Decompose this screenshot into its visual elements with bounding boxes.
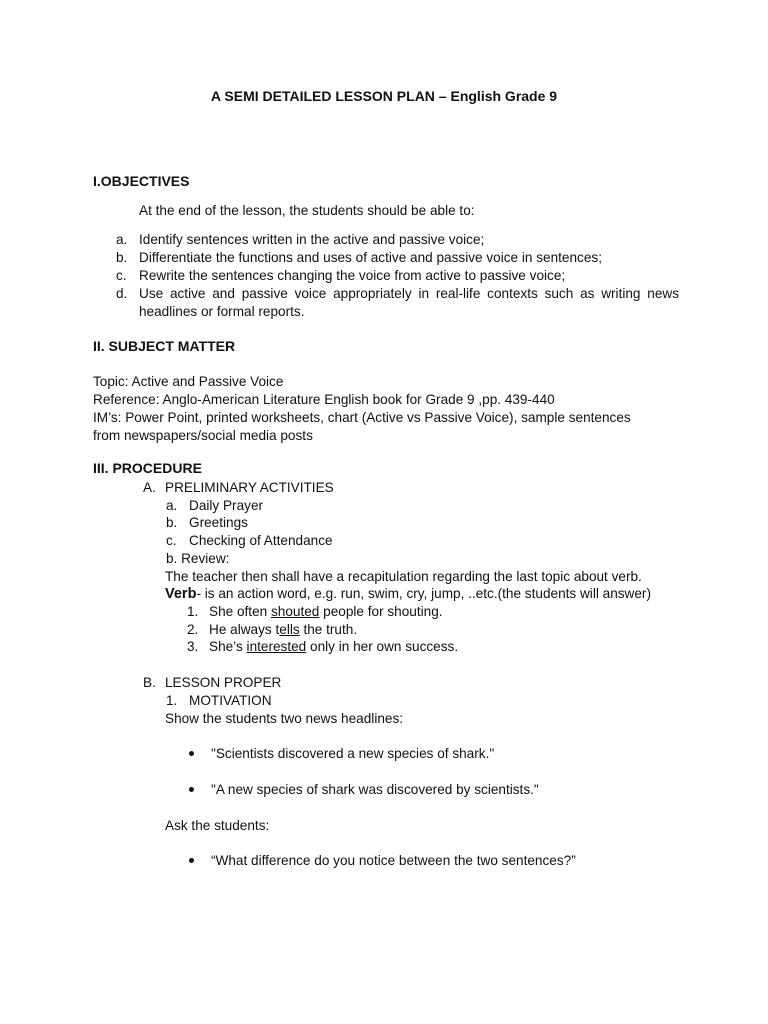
prelim-marker: a.	[166, 498, 178, 513]
prelim-item: Daily Prayer	[189, 498, 264, 513]
topic-line: Topic: Active and Passive Voice	[93, 374, 284, 389]
objective-item: Identify sentences written in the active and passive voice;	[139, 232, 485, 247]
review-label: b. Review:	[166, 551, 230, 566]
recap-line: The teacher then shall have a recapitulation regarding the last topic about verb.	[165, 569, 642, 584]
example-marker: 1.	[187, 604, 199, 619]
motivation-label: MOTIVATION	[189, 693, 272, 708]
headline-active: "Scientists discovered a new species of shark."	[211, 746, 495, 761]
objective-item: Differentiate the functions and uses of active and passive voice in sentences;	[139, 250, 602, 265]
procedure-heading: III. PROCEDURE	[93, 460, 202, 476]
verb-word: Verb	[165, 586, 197, 602]
example-sentence: She’s interested only in her own success.	[209, 639, 459, 654]
objective-marker: a.	[116, 232, 128, 247]
bullet-icon	[189, 787, 194, 792]
objective-marker: d.	[116, 286, 128, 301]
objectives-heading: I.OBJECTIVES	[93, 173, 190, 189]
reference-line: Reference: Anglo-American Literature English book for Grade 9 ,pp. 439-440	[93, 392, 555, 407]
ask-students-text: Ask the students:	[165, 818, 270, 833]
underlined-verb: ells	[279, 622, 300, 637]
prelim-item: Checking of Attendance	[189, 533, 333, 548]
section-b-marker: B.	[143, 675, 156, 690]
prelim-marker: c.	[166, 533, 177, 548]
preliminary-activities-label: PRELIMINARY ACTIVITIES	[165, 480, 334, 495]
ims-line-continued: from newspapers/social media posts	[93, 428, 313, 443]
objectives-intro: At the end of the lesson, the students should be able to:	[139, 203, 475, 218]
show-headlines-text: Show the students two news headlines:	[165, 711, 404, 726]
objective-item: Use active and passive voice appropriately in real-life contexts such as writing news headlines or formal reports.	[139, 286, 679, 319]
prelim-marker: b.	[166, 515, 178, 530]
objective-item: Rewrite the sentences changing the voice from active to passive voice;	[139, 268, 566, 283]
verb-definition-text: - is an action word, e.g. run, swim, cry, jump, ..etc.(the students will answer)	[196, 586, 651, 601]
underlined-verb: interested	[246, 639, 307, 654]
bullet-icon	[189, 751, 194, 756]
objective-marker: b.	[116, 250, 128, 265]
objective-marker: c.	[116, 268, 127, 283]
ims-line: IM’s: Power Point, printed worksheets, chart (Active vs Passive Voice), sample sentences	[93, 410, 631, 425]
section-a-marker: A.	[143, 480, 156, 495]
example-sentence: She often shouted people for shouting.	[209, 604, 443, 619]
question-text: “What difference do you notice between the two sentences?”	[211, 853, 576, 868]
example-marker: 3.	[187, 639, 199, 654]
motivation-marker: 1.	[166, 693, 178, 708]
headline-passive: "A new species of shark was discovered by scientists."	[211, 782, 539, 797]
prelim-item: Greetings	[189, 515, 248, 530]
example-marker: 2.	[187, 622, 199, 637]
example-sentence: He always tells the truth.	[209, 622, 358, 637]
bullet-icon	[189, 858, 194, 863]
lesson-proper-label: LESSON PROPER	[165, 675, 282, 690]
subject-matter-heading: II. SUBJECT MATTER	[93, 338, 236, 354]
verb-definition	[165, 585, 651, 604]
underlined-verb: shouted	[270, 604, 320, 619]
document-title: A SEMI DETAILED LESSON PLAN – English Grade 9	[210, 88, 558, 104]
